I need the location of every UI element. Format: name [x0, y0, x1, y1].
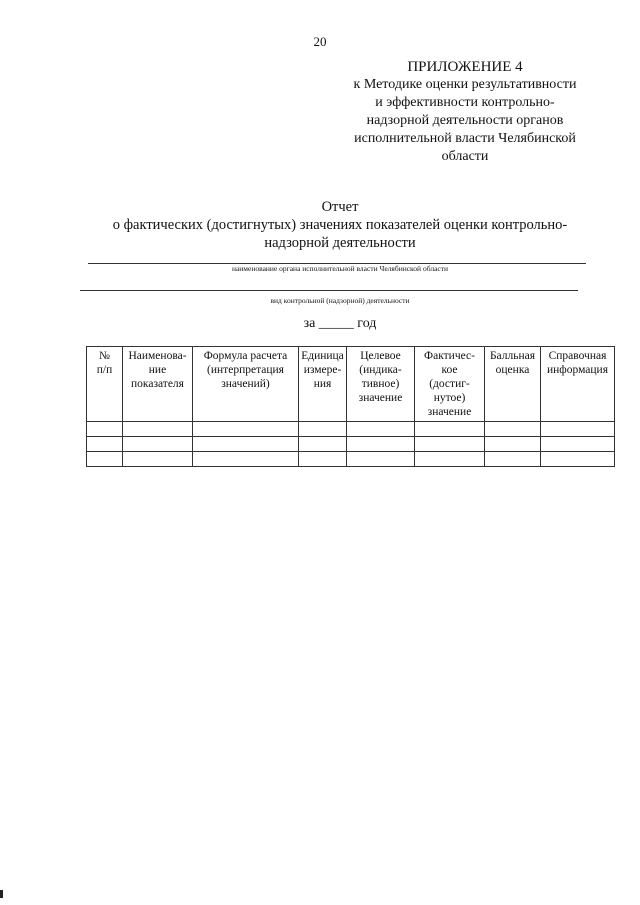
table-cell [193, 437, 299, 452]
table-row [87, 452, 615, 467]
report-table [86, 346, 615, 467]
table-header-text: (интерпретация [207, 364, 284, 376]
table-cell [299, 437, 347, 452]
report-subtitle: о фактических (достигнутых) значениях показателей оценки контрольно- [112, 217, 568, 233]
table-header-cell [541, 347, 615, 422]
table-cell [415, 422, 485, 437]
table-header-text: (индика- [359, 364, 402, 376]
table-cell [123, 422, 193, 437]
table-header-row [87, 347, 615, 422]
table-header-cell [299, 347, 347, 422]
report-heading [60, 198, 620, 252]
table-cell [123, 452, 193, 467]
table-cell [347, 437, 415, 452]
table-cell [347, 452, 415, 467]
table-row [87, 437, 615, 452]
authority-caption: наименование органа исполнительной власти Челябинской области [231, 264, 449, 273]
page-number: 20 [313, 34, 327, 49]
table-cell [485, 452, 541, 467]
appendix-title: ПРИЛОЖЕНИЕ 4 [407, 59, 523, 75]
table-header-text: информация [547, 364, 608, 376]
table-row [87, 422, 615, 437]
table-header-text: Балльная [489, 350, 536, 362]
table-cell [415, 437, 485, 452]
table-header-text: Наименова- [128, 350, 187, 362]
report-year-line: за _____ год [303, 316, 377, 331]
scan-mark [0, 890, 3, 898]
table-cell [541, 452, 615, 467]
table-header-text: Единица [301, 350, 344, 362]
table-header-cell [193, 347, 299, 422]
table-header-cell [347, 347, 415, 422]
table-header-text: Формула расчета [203, 350, 288, 362]
table-cell [541, 422, 615, 437]
table-header-text: п/п [96, 364, 113, 376]
table-header-text: измере- [303, 364, 342, 376]
table-cell [87, 437, 123, 452]
table-header-text: Фактичес- [424, 350, 475, 362]
table-cell [87, 452, 123, 467]
report-subtitle: надзорной деятельности [264, 235, 416, 251]
table-cell [299, 452, 347, 467]
appendix-line: надзорной деятельности органов [366, 113, 564, 128]
table-header-text: ния [313, 378, 332, 390]
table-header-text: кое [441, 364, 458, 376]
table-header-cell [123, 347, 193, 422]
table-cell [87, 422, 123, 437]
table-header-text: значение [358, 392, 403, 404]
table-header-text: (достиг- [429, 378, 470, 390]
table-header-text: ние [148, 364, 167, 376]
appendix-line: области [441, 149, 489, 164]
table-header-text: оценка [495, 364, 530, 376]
appendix-header [330, 58, 600, 166]
table-header-text: значений) [221, 378, 270, 390]
table-body [87, 422, 615, 467]
table-header-text: тивное) [361, 378, 400, 390]
table-cell [347, 422, 415, 437]
table-header-text: Справочная [548, 350, 607, 362]
table-cell [193, 422, 299, 437]
appendix-line: и эффективности контрольно- [375, 95, 555, 110]
report-title: Отчет [321, 199, 359, 215]
table-header-text: Целевое [360, 350, 401, 362]
table-header-text: показателя [131, 378, 184, 390]
table-cell [485, 437, 541, 452]
table-header-text: нутое) [433, 392, 466, 404]
table-header-cell [415, 347, 485, 422]
table-header-cell [485, 347, 541, 422]
table-cell [541, 437, 615, 452]
table-header-text: № [99, 350, 110, 362]
table-cell [415, 452, 485, 467]
table-cell [485, 422, 541, 437]
table-cell [299, 422, 347, 437]
activity-caption: вид контрольной (надзорной) деятельности [270, 296, 410, 305]
appendix-line: исполнительной власти Челябинской [354, 131, 576, 146]
activity-fill-line [80, 290, 578, 291]
table-cell [123, 437, 193, 452]
appendix-line: к Методике оценки результативности [353, 77, 577, 92]
table-header-cell [87, 347, 123, 422]
table-header-text: значение [427, 406, 472, 418]
table-cell [193, 452, 299, 467]
